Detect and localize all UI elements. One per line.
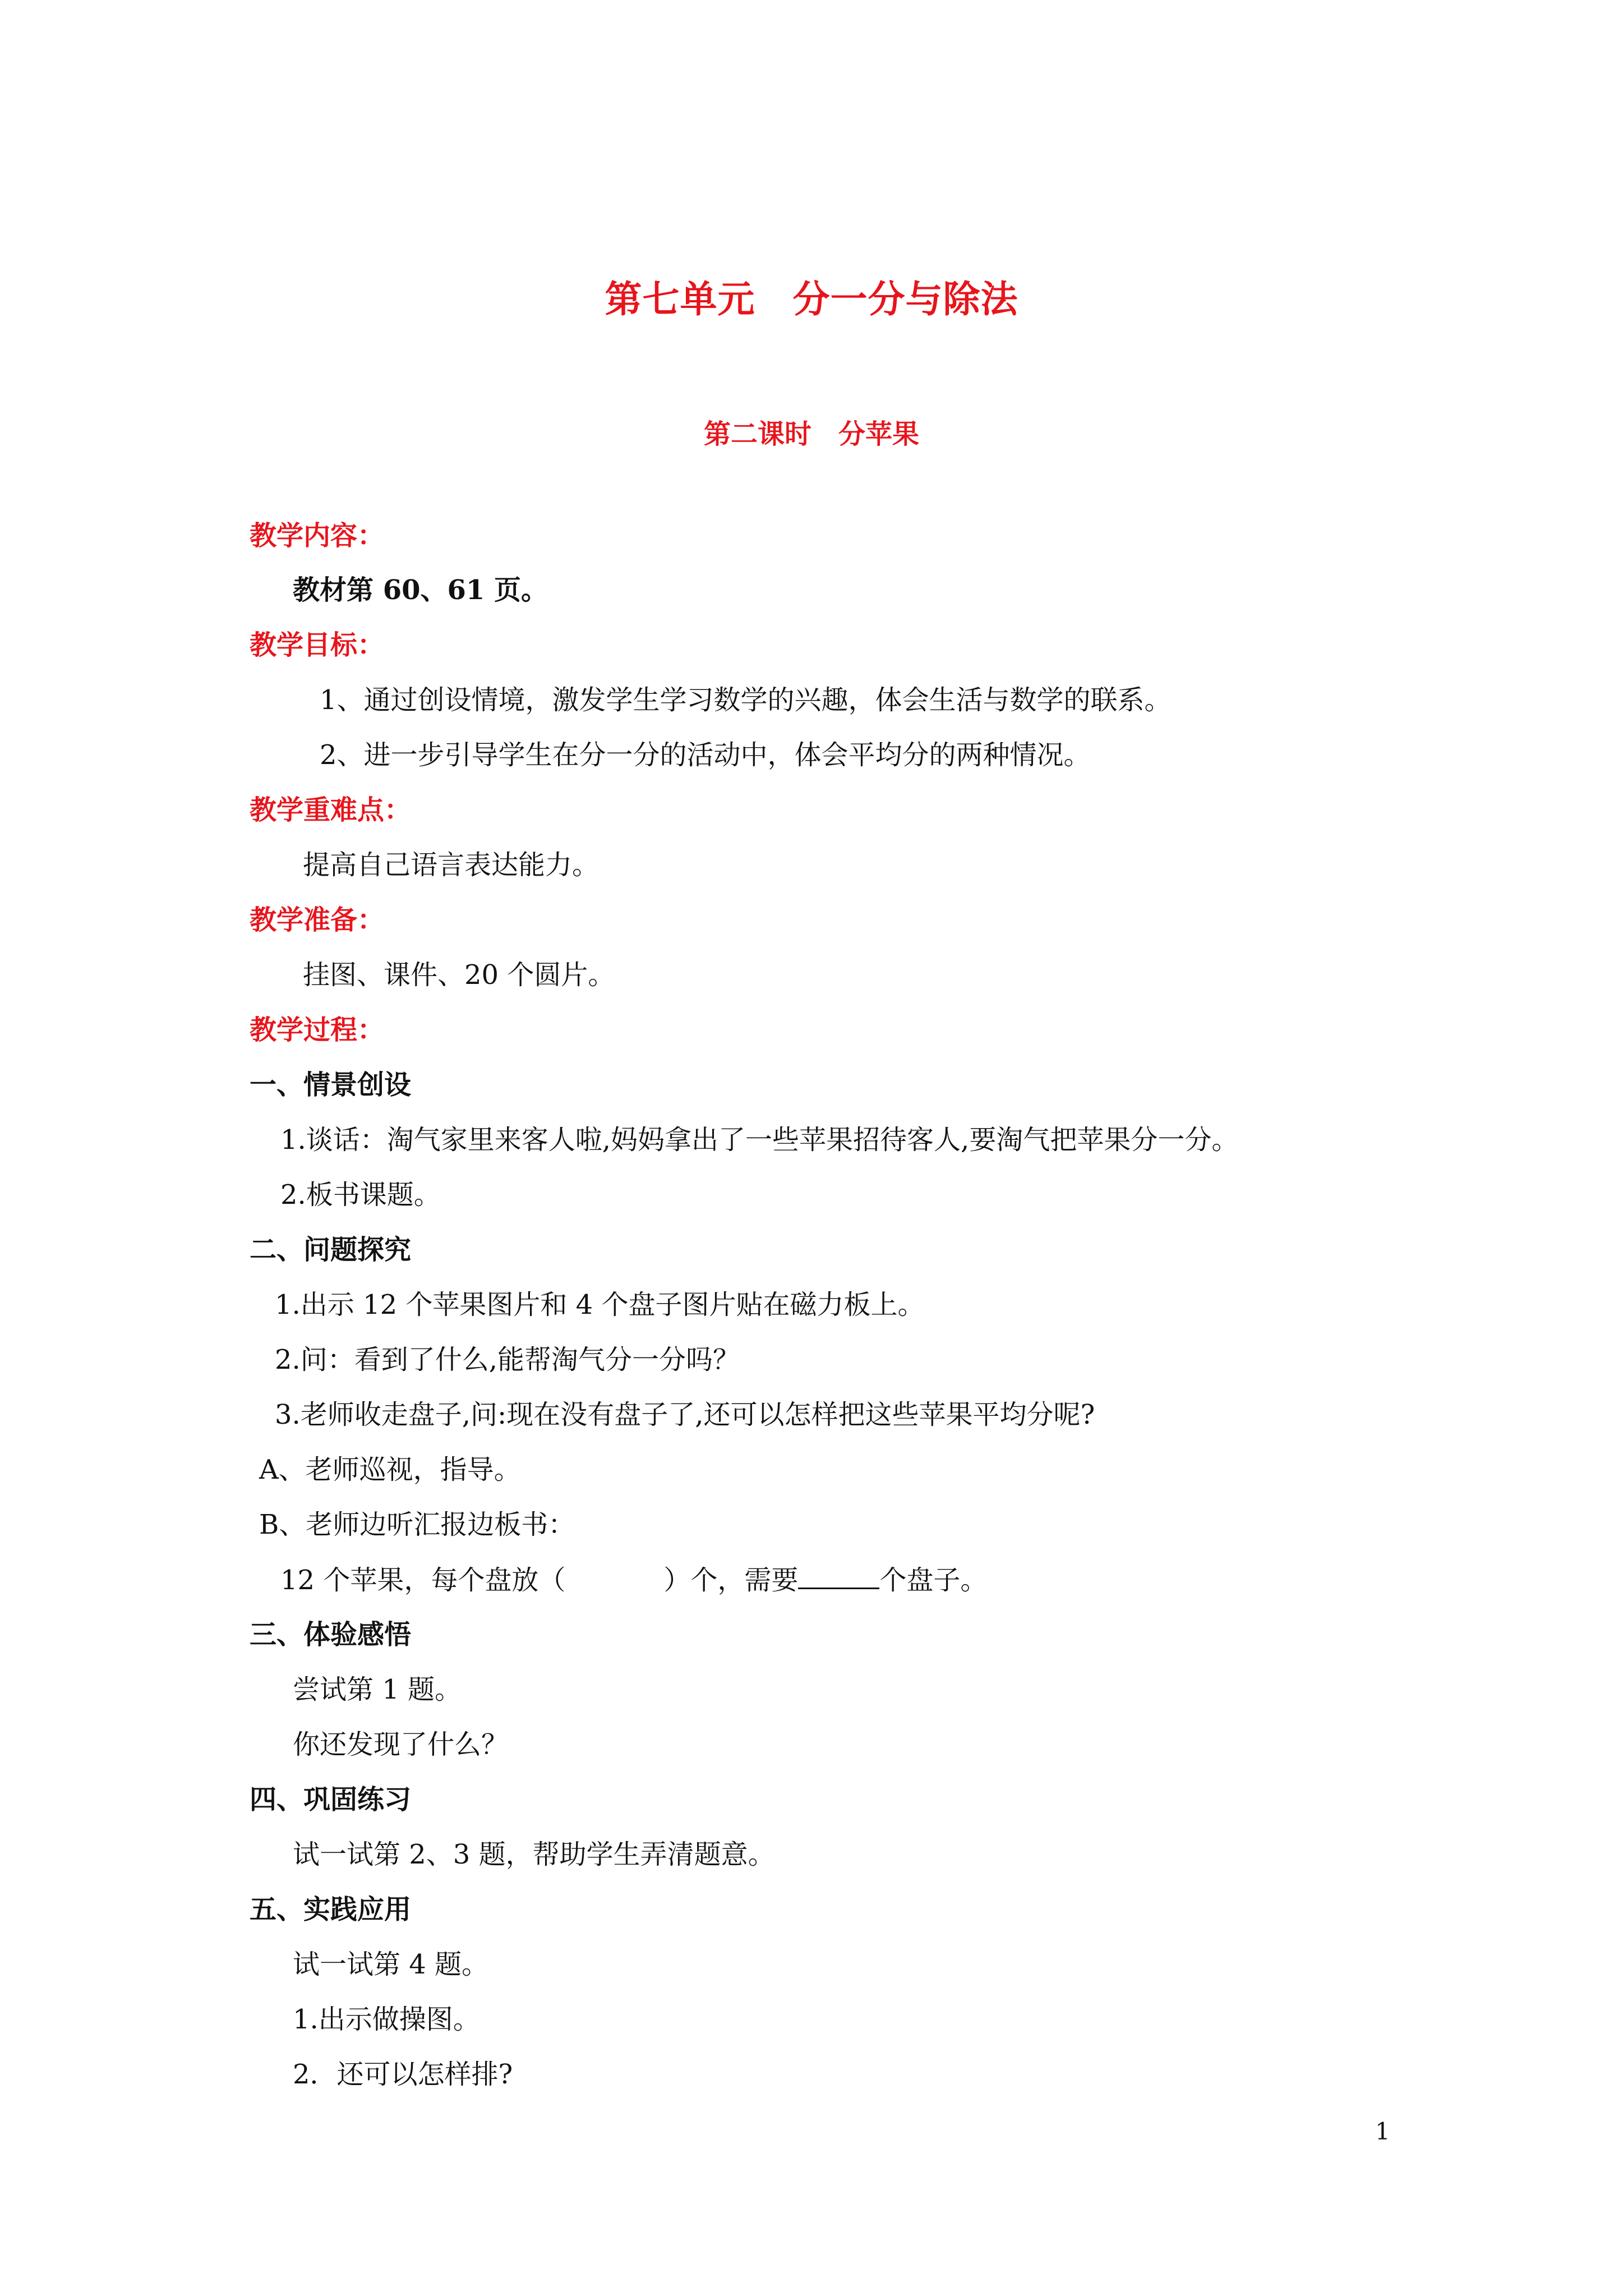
list-item: 2.问：看到了什么,能帮淘气分一分吗？ xyxy=(275,1344,740,1375)
lesson-subtitle: 第二课时 分苹果 xyxy=(703,418,919,450)
section-heading-5: 五、实践应用 xyxy=(250,1894,412,1925)
list-item: 1.谈话：淘气家里来客人啦,妈妈拿出了一些苹果招待客人,要淘气把苹果分一分。 xyxy=(280,1124,1239,1156)
preparation-heading: 教学准备： xyxy=(250,904,385,936)
list-item: 2.板书课题。 xyxy=(280,1179,441,1211)
section-heading-4: 四、巩固练习 xyxy=(250,1784,412,1815)
fill-text-part1: 12 个苹果，每个盘放（ xyxy=(280,1565,566,1596)
section-heading-3: 三、体验感悟 xyxy=(250,1619,412,1650)
page-number: 1 xyxy=(1375,2118,1390,2145)
list-item: 1.出示做操图。 xyxy=(293,2004,480,2035)
fill-text-part2: ）个，需要 xyxy=(663,1565,799,1596)
section-heading-1: 一、情景创设 xyxy=(250,1069,412,1101)
key-points-heading: 教学重难点： xyxy=(250,794,412,826)
list-item: 1.出示 12 个苹果图片和 4 个盘子图片贴在磁力板上。 xyxy=(275,1289,925,1320)
list-item: 试一试第 4 题。 xyxy=(293,1949,489,1980)
page-title: 第七单元 分一分与除法 xyxy=(605,277,1018,321)
content-heading: 教学内容： xyxy=(250,520,385,551)
list-item: A、老师巡视，指导。 xyxy=(259,1454,521,1485)
list-item: 你还发现了什么？ xyxy=(293,1729,509,1760)
list-item: B、老师边听汇报边板书： xyxy=(259,1509,575,1540)
list-item: 3.老师收走盘子,问:现在没有盘子了,还可以怎样把这些苹果平均分呢? xyxy=(275,1399,1095,1430)
fill-in-sentence xyxy=(280,1563,987,1597)
process-heading: 教学过程： xyxy=(250,1014,385,1046)
list-item: 尝试第 1 题。 xyxy=(293,1674,462,1705)
list-item: 2．还可以怎样排? xyxy=(293,2059,513,2090)
key-points-text: 提高自己语言表达能力。 xyxy=(303,849,600,881)
preparation-text: 挂图、课件、20 个圆片。 xyxy=(303,959,615,991)
section-heading-2: 二、问题探究 xyxy=(250,1234,412,1266)
goal-item-1: 1、通过创设情境，激发学生学习数学的兴趣，体会生活与数学的联系。 xyxy=(320,684,1172,716)
fill-text-part3: 个盘子。 xyxy=(879,1565,988,1596)
goals-heading: 教学目标： xyxy=(250,629,385,661)
goal-item-2: 2、进一步引导学生在分一分的活动中，体会平均分的两种情况。 xyxy=(320,739,1091,771)
content-text: 教材第 60、61 页。 xyxy=(293,574,548,606)
list-item: 试一试第 2、3 题，帮助学生弄清题意。 xyxy=(293,1839,775,1870)
blank-underline xyxy=(798,1563,879,1589)
